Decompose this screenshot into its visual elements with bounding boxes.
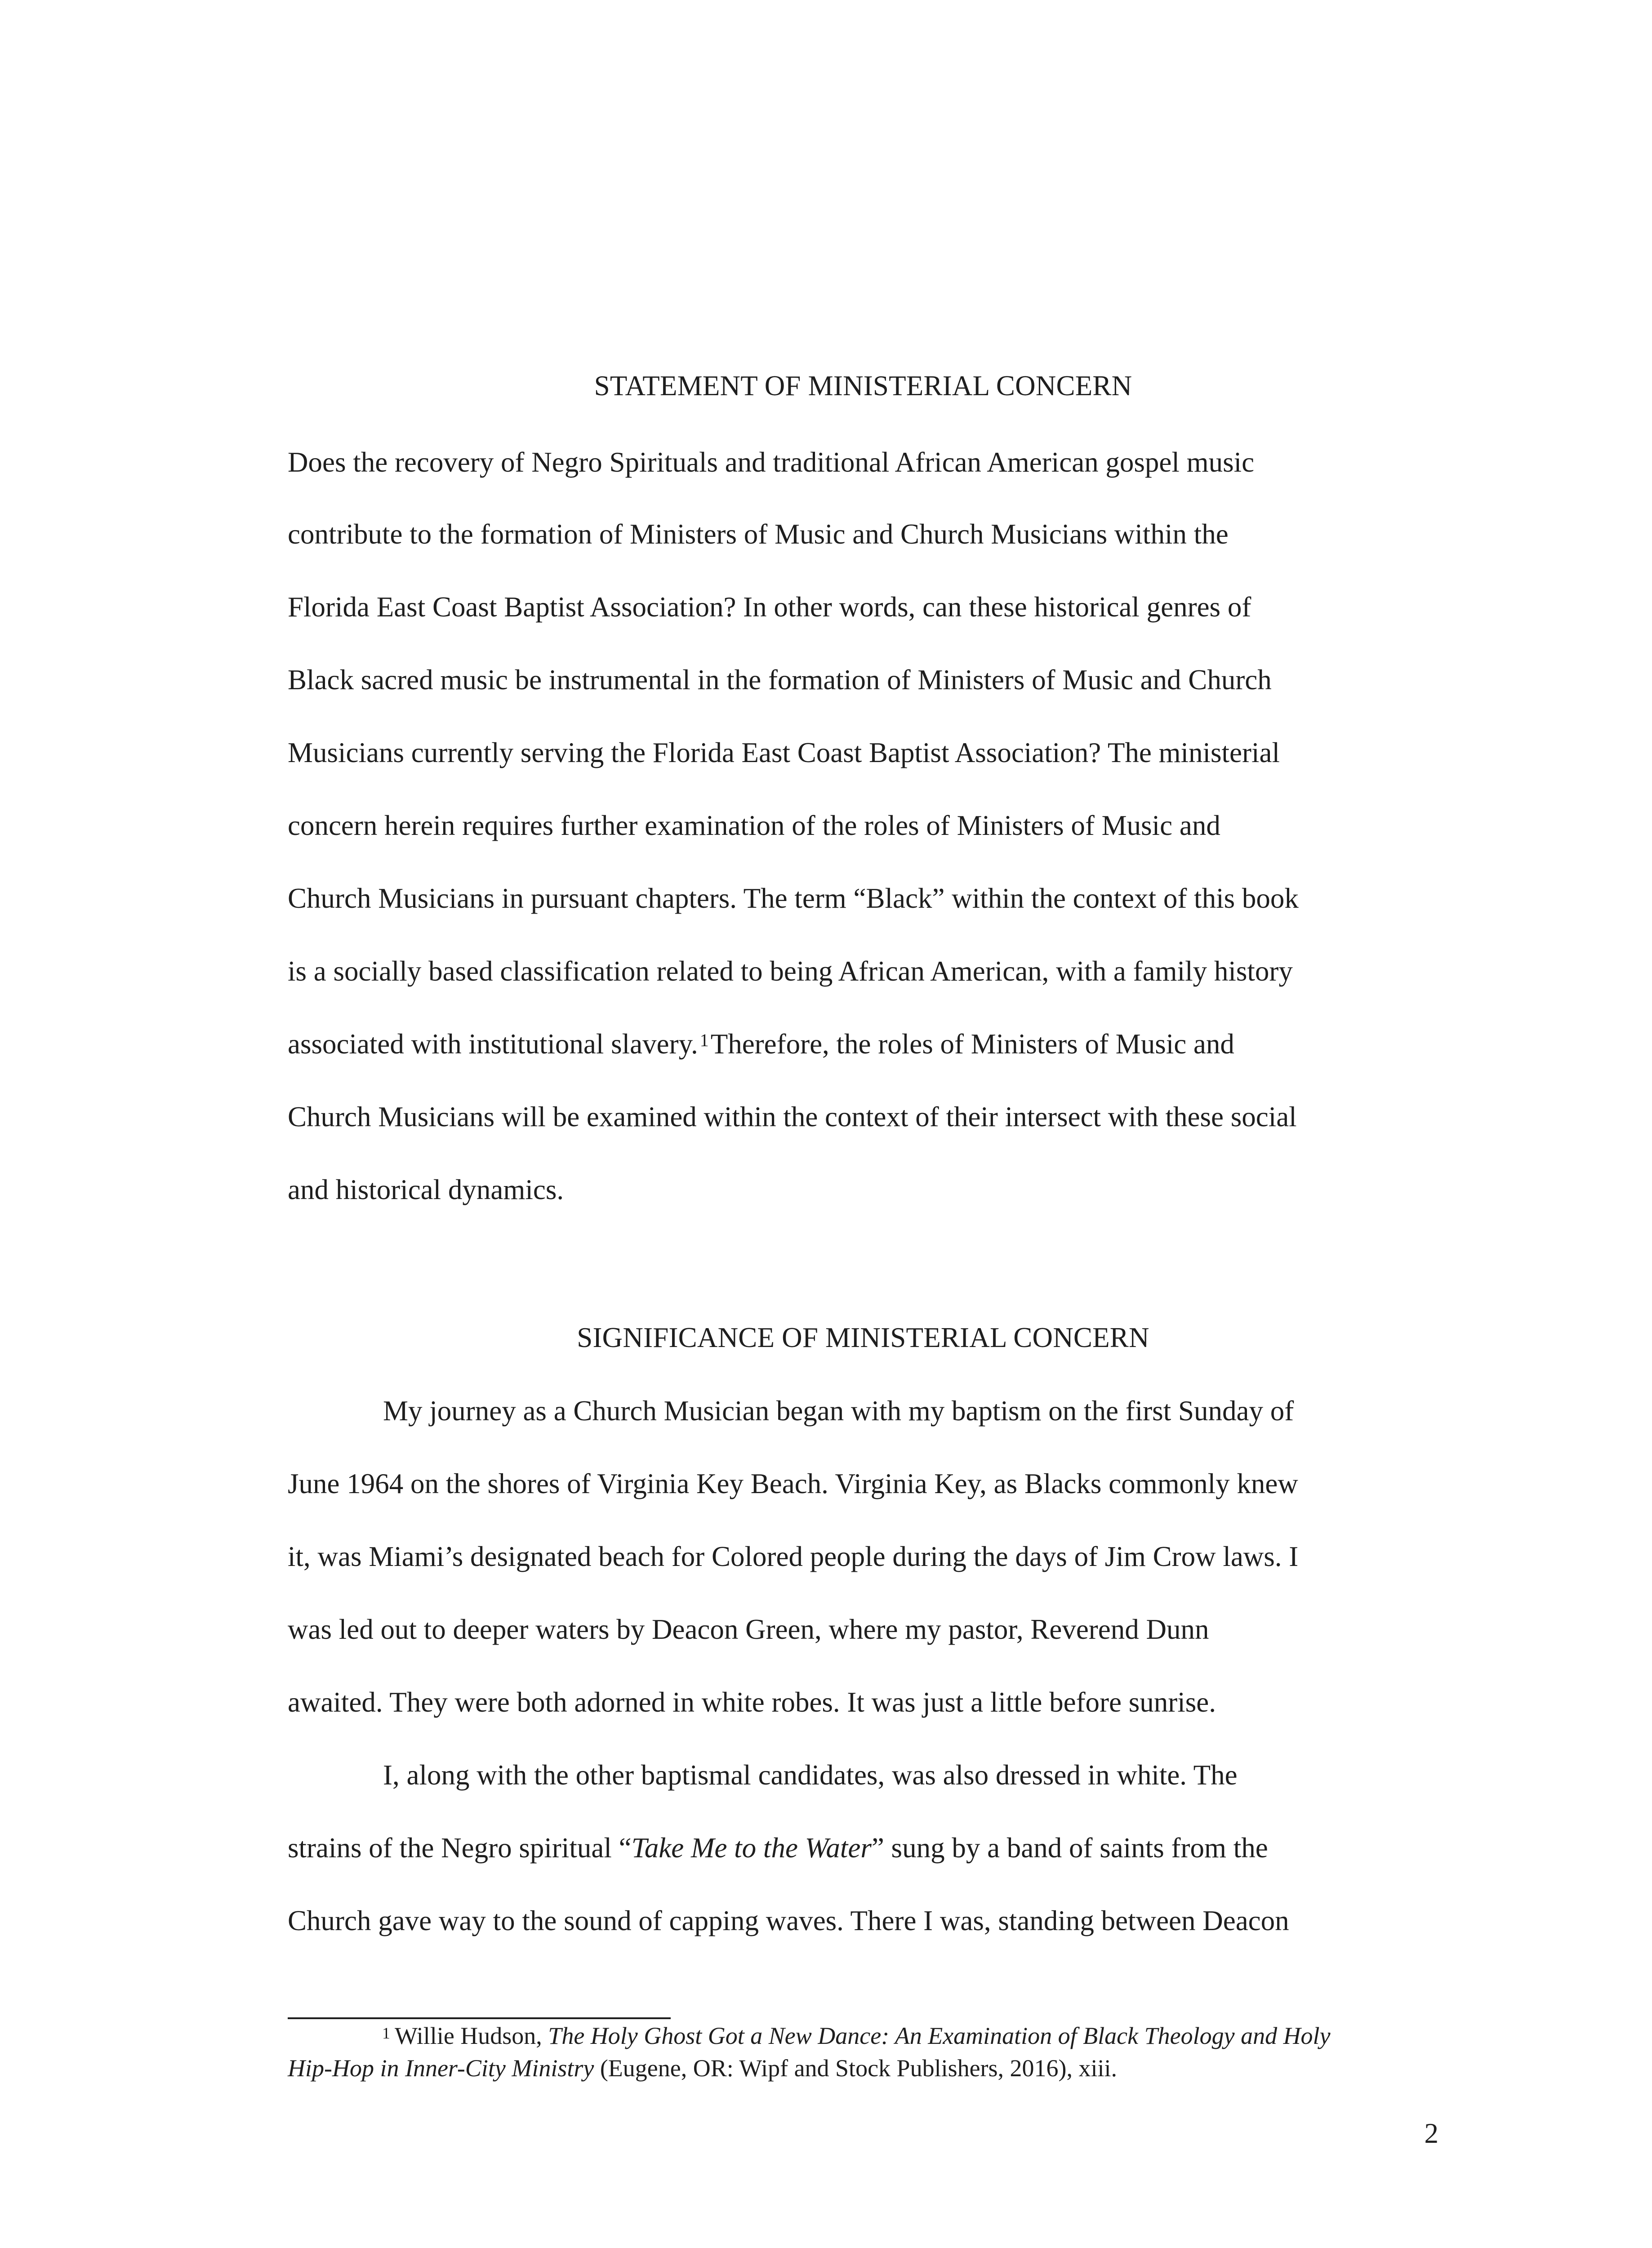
footnote-reference: 1 — [699, 1030, 709, 1050]
significance-line: awaited. They were both adorned in white robes. It was just a little before sunrise. — [288, 1686, 1216, 1718]
page-number: 2 — [1424, 2118, 1438, 2149]
significance-line: June 1964 on the shores of Virginia Key Beach. Virginia Key, as Blacks commonly knew — [288, 1468, 1298, 1499]
footnote-publication: (Eugene, OR: Wipf and Stock Publishers, 2016), xiii. — [594, 2055, 1118, 2082]
footnote-author: Willie Hudson, — [395, 2022, 548, 2049]
footnote-number: 1 — [382, 2024, 390, 2042]
footnote-title: The Holy Ghost Got a New Dance: An Examination of Black Theology and Holy — [548, 2022, 1331, 2049]
statement-line-with-footnote — [288, 1026, 1234, 1062]
footnote-title: Hip-Hop in Inner-City Ministry — [288, 2055, 594, 2082]
statement-line: Black sacred music be instrumental in the formation of Ministers of Music and Church — [288, 664, 1272, 696]
significance-line: was led out to deeper waters by Deacon Green, where my pastor, Reverend Dunn — [288, 1614, 1209, 1645]
statement-line: and historical dynamics. — [288, 1174, 564, 1205]
statement-line-text: Therefore, the roles of Ministers of Music and — [710, 1028, 1234, 1060]
statement-line: concern herein requires further examination of the roles of Ministers of Music and — [288, 810, 1220, 841]
statement-line: Does the recovery of Negro Spirituals and traditional African American gospel music — [288, 446, 1255, 478]
significance-line: it, was Miami’s designated beach for Colored people during the days of Jim Crow laws. I — [288, 1541, 1299, 1572]
significance-line-with-title — [288, 1830, 1268, 1866]
statement-line: Florida East Coast Baptist Association? In other words, can these historical genres of — [288, 591, 1251, 623]
statement-line: Church Musicians in pursuant chapters. The term “Black” within the context of this book — [288, 883, 1299, 914]
significance-line-text: ” sung by a band of saints from the — [871, 1832, 1268, 1864]
footnote-line — [288, 2053, 1117, 2083]
heading-statement: STATEMENT OF MINISTERIAL CONCERN — [594, 370, 1132, 401]
significance-line: My journey as a Church Musician began with my baptism on the first Sunday of — [383, 1395, 1294, 1427]
statement-line: is a socially based classification related to being African American, with a family history — [288, 955, 1293, 987]
spiritual-title: Take Me to the Water — [631, 1832, 872, 1864]
footnote-line — [382, 2021, 1331, 2051]
statement-line: Musicians currently serving the Florida East Coast Baptist Association? The ministerial — [288, 737, 1280, 768]
heading-significance: SIGNIFICANCE OF MINISTERIAL CONCERN — [577, 1322, 1149, 1353]
statement-line: Church Musicians will be examined within the context of their intersect with these social — [288, 1101, 1297, 1133]
significance-line: Church gave way to the sound of capping waves. There I was, standing between Deacon — [288, 1905, 1289, 1936]
statement-line: contribute to the formation of Ministers of Music and Church Musicians within the — [288, 518, 1229, 550]
significance-line-text: strains of the Negro spiritual “ — [288, 1832, 632, 1864]
footnote-divider — [288, 2017, 671, 2019]
significance-line: I, along with the other baptismal candidates, was also dressed in white. The — [383, 1759, 1238, 1791]
statement-line-text: associated with institutional slavery. — [288, 1028, 698, 1060]
